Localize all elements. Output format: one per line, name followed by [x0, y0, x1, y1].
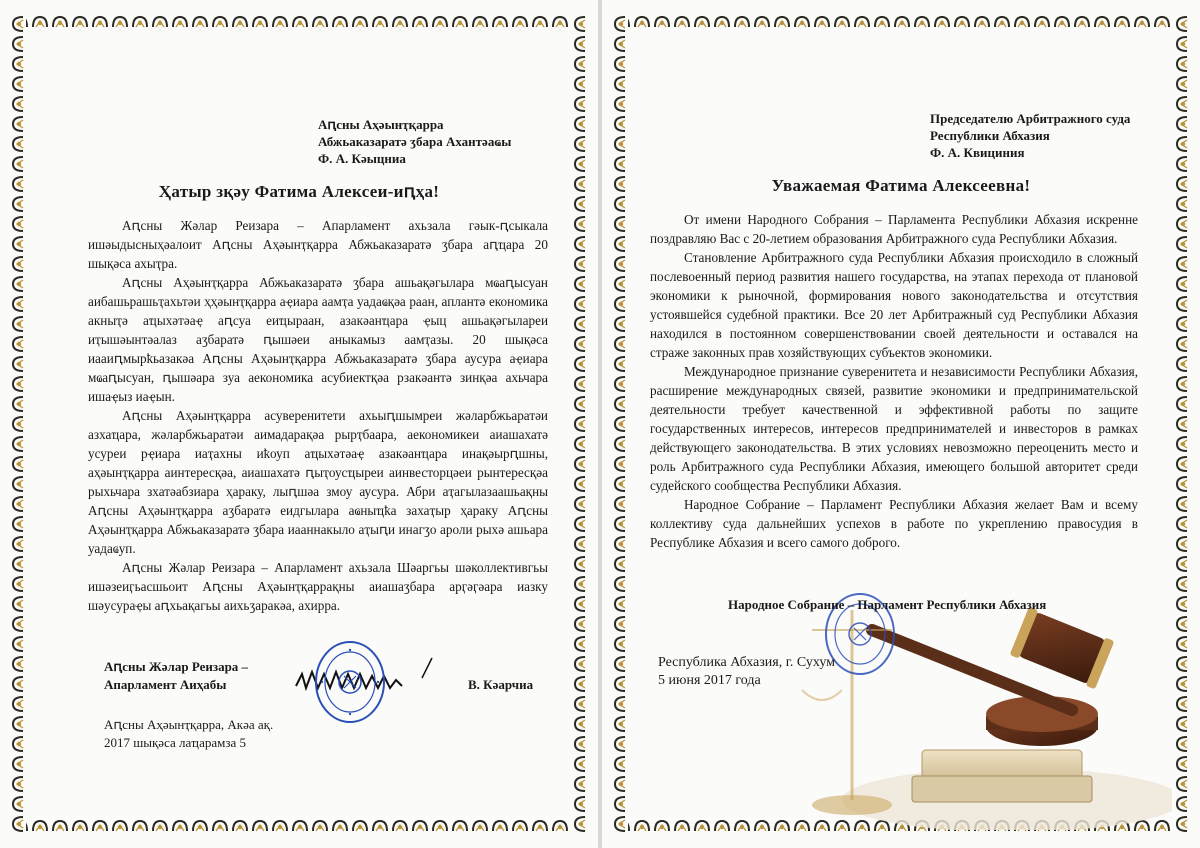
left-addressee-line: Ф. А. Кәыцниа — [318, 151, 406, 166]
right-signature: Народное Собрание – Парламент Республики Абхазия — [728, 597, 1047, 612]
right-date: 5 июня 2017 года — [658, 673, 761, 688]
right-addressee-line: Республики Абхазия — [930, 128, 1050, 143]
right-paragraph: Международное признание суверенитета и независимости Республики Абхазия, расширение международных связей, развитие экономики и предпринимательской деятельности требует качественной и эффективной работы по защите государственных интересов, интересов предпринимателей и инвесторов в рамках действующего законодательства. В этих условиях невозможно переоценить место и роль Арбитражного суда Республики Абхазия, имеющего большой авторитет среди судейского сообщества Республики Абхазия. — [650, 364, 1138, 493]
left-date: 2017 шықәса лаҵарамза 5 — [104, 735, 247, 750]
right-top-ornament-border — [612, 14, 1190, 30]
right-greeting: Уважаемая Фатима Алексеевна! — [771, 176, 1031, 195]
left-addressee — [318, 116, 578, 167]
left-signature-title — [104, 658, 324, 694]
right-paragraph: Народное Собрание – Парламент Республики Абхазия желает Вам и всему коллективу суда дальнейших успехов в работе по укреплению правосудия в Республике Абхазия и всего самого доброго. — [650, 497, 1138, 550]
right-left-ornament-border — [612, 14, 628, 834]
left-body — [88, 216, 548, 615]
left-addressee-line: Аԥсны Аҳәынҭқарра — [318, 117, 444, 132]
right-addressee — [930, 110, 1170, 161]
left-addressee-line: Абжьаказаратә ӡбара Ахантәаҩы — [318, 134, 512, 149]
right-addressee-line: Ф. А. Квициния — [930, 145, 1025, 160]
left-greeting: Ҳатыр зқәу Фатима Алексеи-иԥҳа! — [158, 182, 440, 201]
right-right-ornament-border — [1174, 14, 1190, 834]
left-place: Аԥсны Аҳәынҭқарра, Акәа ақ. — [104, 717, 274, 732]
left-top-ornament-border — [10, 14, 588, 30]
left-letter-page — [0, 0, 598, 848]
left-paragraph: Аԥсны Аҳәынҭқарра Абжьаказаратә ӡбара ашьақәгылара мҩаԥысуан аибашьрашьҭахьтәи ҳҳәынҭқарра аҿиара аамҭа уадаҩқәа раан, аплантә економика акныҭә аҵыхәтәаҿ аԥсуа еиҵыраан, азакәанҵара ҿыц ашьақәгылареи иҭышәынтәалаз аӡбаратә ԥышәеи аныкамыз аамҭазы. 20 шықәса иааиԥмырҟьазакәа Аԥсны Аҳәынҭқарра Абжьаказаратә ӡбара аусура аҿиара мҩаԥысуан, ԥышәара зуа аекономика асубиектқәа рзакәантә зинқәа ахьчара ишаҿыз иаҿын. — [88, 275, 548, 404]
right-letter-page — [602, 0, 1200, 848]
left-signature-title-line: Апарламент Аиҳабы — [104, 677, 227, 692]
right-paragraph: Становление Арбитражного суда Республики Абхазия происходило в сложный послевоенный период развития нашего государства, на этапах перехода от плановой экономики к рыночной, формирования нового законодательства и отсутствия устоявшейся судебной практики. Все 20 лет Арбитражный суд Республики Абхазия находился в постоянном совершенствовании своей деятельности и оставался на страже законных прав хозяйствующих субъектов экономики. — [650, 250, 1138, 360]
left-paragraph: Аԥсны Жәлар Реизара – Апарламент ахьзала Шәаргьы шәколлективгьы ишәзеиӷьасшьоит Аԥсны Аҳәынҭқаррақны аиашаӡбара арӷәӷәара иазку шәусураҿы аԥхьақагьы аихьӡаракәа, ахирра. — [88, 560, 548, 613]
right-body — [650, 210, 1138, 552]
left-signature-title-line: Аԥсны Жәлар Реизара – — [104, 659, 249, 674]
right-addressee-line: Председателю Арбитражного суда — [930, 111, 1131, 126]
left-paragraph: Аԥсны Жәлар Реизара – Апарламент ахьзала гәык-ԥсыкала ишәыдысныҳәалоит Аԥсны Аҳәынҭқарра Абжьаказаратә ӡбара аԥҵара 20 шықәса ахыҭра. — [88, 218, 548, 271]
right-paragraph: От имени Народного Собрания – Парламента Республики Абхазия искренне поздравляю Вас с 20-летием образования Арбитражного суда Республики Абхазия. — [650, 212, 1138, 246]
left-paragraph: Аԥсны Аҳәынҭқарра асуверенитети ахьыԥшымреи жәларбжьаратәи азхаҵара, жәларбжьаратәи аимадарақәа рырҭбаара, аекономикеи аиашахатә усуреи рҿиара иаҭахны иҟоуп аҵыхәтәаҿ азакәанҵара инақәырԥшны, аҳәынҭқарра аинтересқәа, аиашахатә ԥыҭоусҵыреи аинвесторцәеи рынтересқәа рыхьчара зхатәабзиара ҳараку, лыԥшәа змоу аусура. Абри аҭагылазаашьақны Аԥсны Аҳәынҭқарра аӡбаратә еидгылара аҩныҵҟа захаҭыр ҳараку Аԥсны Аҳәынҭқарра Абжьаказаратә ӡбара иааннакыло аҭыԥи инагӡо ароли рыхә ашьара уадаҩуп. — [88, 408, 548, 556]
right-place: Республика Абхазия, г. Сухум — [658, 655, 836, 670]
left-official-stamp — [314, 640, 386, 724]
left-left-ornament-border — [10, 14, 26, 834]
left-signature-name: В. Кәарчиа — [468, 677, 534, 692]
left-bottom-ornament-border — [10, 818, 588, 834]
